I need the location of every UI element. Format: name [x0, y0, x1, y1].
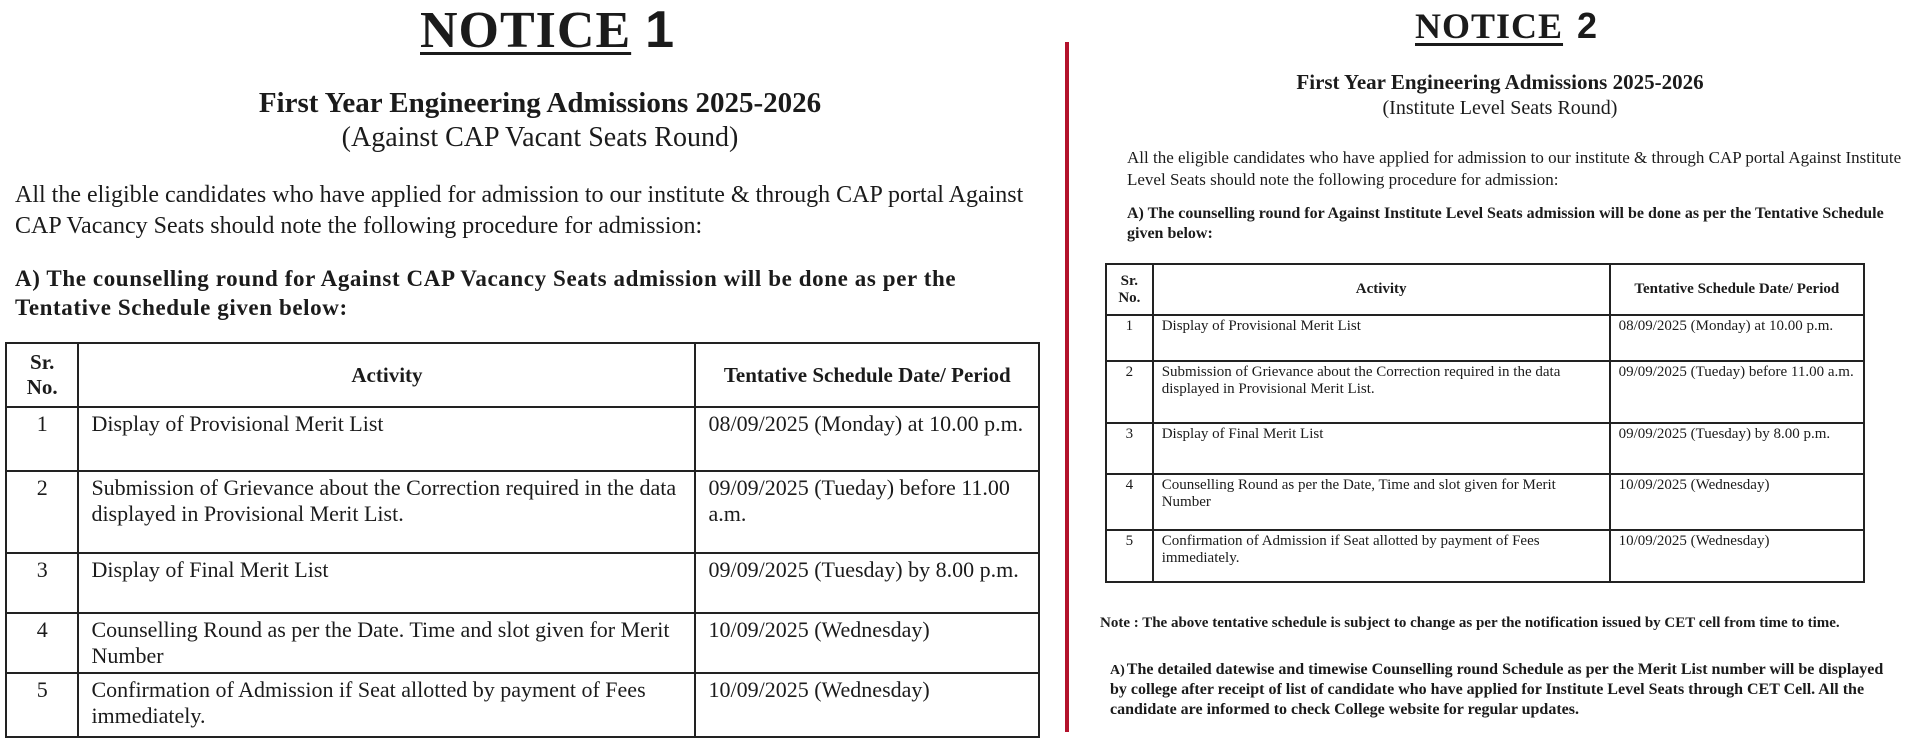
cell-sr: 2 [6, 471, 78, 553]
cell-activity: Display of Final Merit List [1153, 423, 1610, 474]
header-sr-no: Sr. No. [1106, 264, 1153, 315]
cell-schedule: 08/09/2025 (Monday) at 10.00 p.m. [695, 407, 1039, 471]
table-row [1106, 530, 1864, 582]
cell-schedule: 10/09/2025 (Wednesday) [1610, 530, 1864, 582]
notice-2-intro: All the eligible candidates who have applied for admission to our institute & through CAP portal Against Institute Level Seats should note the following procedure for admission: [1127, 148, 1902, 190]
notice-2-schedule-table [1105, 263, 1865, 583]
cell-activity: Submission of Grievance about the Correction required in the data displayed in Provisional Merit List. [78, 471, 695, 553]
notice-1-intro: All the eligible candidates who have applied for admission to our institute & through CAP portal Against CAP Vacancy Seats should note the following procedure for admission: [15, 182, 1024, 240]
notice-2-note: Note : The above tentative schedule is subject to change as per the notification issued by CET cell from time to time. [1100, 615, 1840, 631]
notice-2-title-word: NOTICE [1415, 6, 1564, 46]
cell-activity: Confirmation of Admission if Seat allotted by payment of Fees immediately. [78, 673, 695, 737]
cell-activity: Display of Provisional Merit List [78, 407, 695, 471]
cell-sr: 3 [1106, 423, 1153, 474]
table-row [6, 613, 1039, 673]
cell-schedule: 10/09/2025 (Wednesday) [695, 613, 1039, 673]
cell-schedule: 09/09/2025 (Tueday) before 11.00 a.m. [1610, 361, 1864, 423]
notice-1-subheading: (Against CAP Vacant Seats Round) [341, 122, 739, 153]
table-row [1106, 315, 1864, 361]
cell-schedule: 09/09/2025 (Tueday) before 11.00 a.m. [695, 471, 1039, 553]
table-row [6, 407, 1039, 471]
header-schedule: Tentative Schedule Date/ Period [695, 343, 1039, 407]
table-header-row [6, 343, 1039, 407]
notice-1-heading: First Year Engineering Admissions 2025-2026 [258, 87, 822, 119]
header-sr-no: Sr. No. [6, 343, 78, 407]
notice-2-detail-label: A) [1110, 663, 1125, 678]
table-row [1106, 423, 1864, 474]
notice-2-section-a: A) The counselling round for Against Institute Level Seats admission will be done as per the Tentative Schedule given below: [1127, 205, 1884, 242]
notice-1-number: 1 [645, 1, 675, 59]
cell-schedule: 09/09/2025 (Tuesday) by 8.00 p.m. [695, 553, 1039, 613]
cell-schedule: 10/09/2025 (Wednesday) [1610, 474, 1864, 530]
cell-schedule: 09/09/2025 (Tuesday) by 8.00 p.m. [1610, 423, 1864, 474]
notice-1-section-a: A) The counselling round for Against CAP Vacancy Seats admission will be done as per the Tentative Schedule given below: [15, 266, 957, 320]
table-row [6, 553, 1039, 613]
cell-activity: Display of Provisional Merit List [1153, 315, 1610, 361]
cell-sr: 1 [6, 407, 78, 471]
cell-sr: 4 [1106, 474, 1153, 530]
header-schedule: Tentative Schedule Date/ Period [1610, 264, 1864, 315]
notice-2-heading: First Year Engineering Admissions 2025-2026 [1296, 70, 1704, 94]
cell-activity: Display of Final Merit List [78, 553, 695, 613]
notice-1-title-word: NOTICE [420, 2, 632, 59]
cell-sr: 1 [1106, 315, 1153, 361]
table-row [6, 471, 1039, 553]
cell-activity: Confirmation of Admission if Seat allotted by payment of Fees immediately. [1153, 530, 1610, 582]
cell-activity: Counselling Round as per the Date. Time and slot given for Merit Number [78, 613, 695, 673]
cell-sr: 4 [6, 613, 78, 673]
notice-2-number: 2 [1577, 5, 1598, 46]
table-row [1106, 361, 1864, 423]
cell-activity: Counselling Round as per the Date, Time and slot given for Merit Number [1153, 474, 1610, 530]
cell-schedule: 08/09/2025 (Monday) at 10.00 p.m. [1610, 315, 1864, 361]
cell-sr: 5 [1106, 530, 1153, 582]
cell-schedule: 10/09/2025 (Wednesday) [695, 673, 1039, 737]
notice-1-title [420, 0, 674, 60]
notice-1-schedule-table [5, 342, 1040, 738]
vertical-divider [1065, 42, 1069, 732]
notice-2-subheading: (Institute Level Seats Round) [1382, 97, 1618, 119]
table-row [1106, 474, 1864, 530]
cell-activity: Submission of Grievance about the Correction required in the data displayed in Provisional Merit List. [1153, 361, 1610, 423]
cell-sr: 5 [6, 673, 78, 737]
notice-2-title [1415, 5, 1597, 47]
notice-2-detail-text: The detailed datewise and timewise Counselling round Schedule as per the Merit List number will be displayed by college after receipt of list of candidate who have applied for Institute Level Seats through CET Cell. All the candidate are informed to check College website for regular updates. [1110, 661, 1884, 718]
notice-2-detail [1110, 660, 1900, 720]
header-activity: Activity [78, 343, 695, 407]
table-header-row [1106, 264, 1864, 315]
cell-sr: 3 [6, 553, 78, 613]
cell-sr: 2 [1106, 361, 1153, 423]
table-row [6, 673, 1039, 737]
header-activity: Activity [1153, 264, 1610, 315]
